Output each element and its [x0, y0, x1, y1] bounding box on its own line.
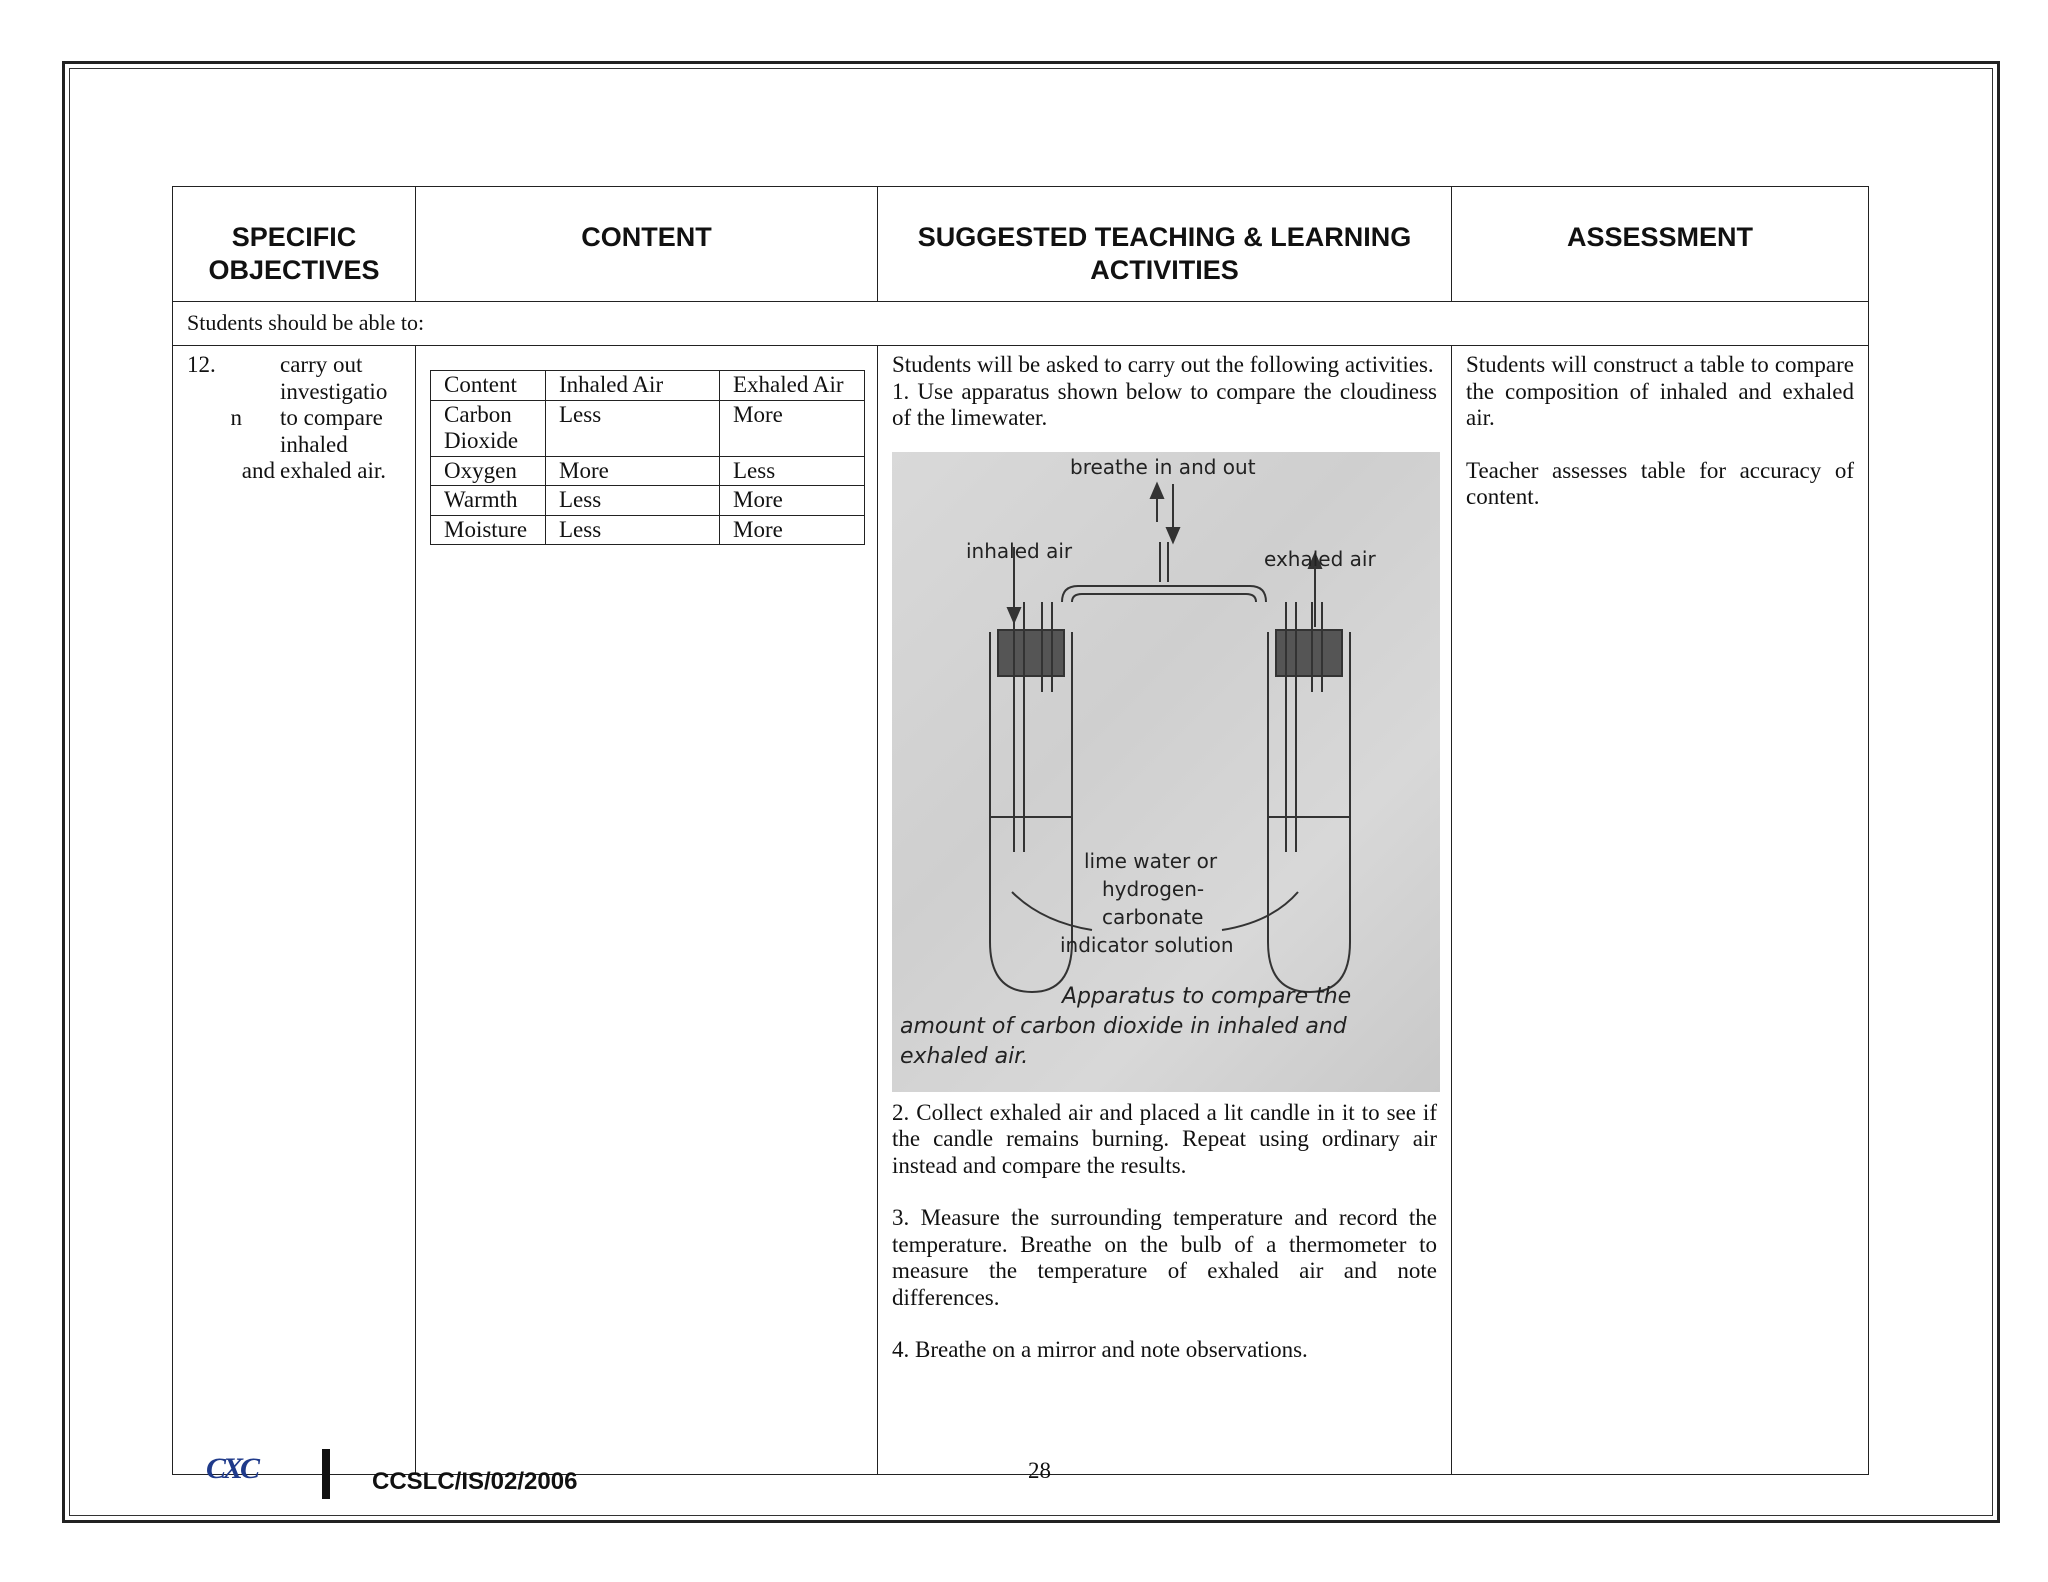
header-assessment: ASSESSMENT [1452, 187, 1869, 302]
content-cell [416, 346, 878, 1475]
assessment-p1: Students will construct a table to compare the composition of inhaled and exhaled air. [1466, 352, 1854, 430]
page-number: 28 [1028, 1458, 1051, 1483]
air-table-cell: Moisture [431, 515, 546, 545]
activities-cell [878, 346, 1452, 1475]
air-table-cell: More [720, 515, 865, 545]
students-note: Students should be able to: [173, 302, 1869, 346]
air-composition-table [430, 370, 865, 545]
air-table-cell: More [720, 400, 865, 456]
syllabus-table [172, 186, 1869, 1475]
label-solution-4: indicator solution [1060, 932, 1234, 957]
air-table-cell: More [720, 486, 865, 516]
header-objectives: SPECIFIC OBJECTIVES [173, 187, 416, 302]
objective-line-2: investigatio [280, 378, 388, 404]
activities-intro: Students will be asked to carry out the following activities. [892, 352, 1434, 377]
air-table-cell: Oxygen [431, 456, 546, 486]
air-table-cell: Carbon Dioxide [431, 400, 546, 456]
assessment-p2: Teacher assesses table for accuracy of content. [1466, 457, 1854, 509]
caption-line-2: amount of carbon dioxide in inhaled and [900, 1013, 1347, 1039]
air-table-head-inhaled: Inhaled Air [546, 371, 720, 401]
apparatus-figure [892, 452, 1440, 1092]
air-table-row [431, 456, 865, 486]
header-content: CONTENT [416, 187, 878, 302]
air-table-cell: Less [546, 515, 720, 545]
air-table-row [431, 486, 865, 516]
air-table-head-exhaled: Exhaled Air [720, 371, 865, 401]
activity-step-4: 4. Breathe on a mirror and note observations. [892, 1337, 1308, 1362]
activity-step-3: 3. Measure the surrounding temperature and record the temperature. Breathe on the bulb of a thermometer to measure the temperature of exhaled air and note differences. [892, 1205, 1437, 1310]
label-solution-2: hydrogen- [1102, 876, 1205, 901]
document-code: CCSLC/IS/02/2006 [372, 1468, 578, 1495]
objective-number: 12. [187, 352, 216, 377]
objective-cell [173, 346, 416, 1475]
objective-line-1: carry out [280, 352, 363, 377]
cxc-logo: CXC [206, 1452, 258, 1485]
objective-line-6: and [241, 458, 275, 483]
air-table-cell: Less [546, 400, 720, 456]
objective-line-5: inhaled [280, 431, 348, 457]
objective-line-7: exhaled air. [280, 458, 387, 483]
label-inhaled: inhaled air [966, 538, 1073, 563]
air-table-row [431, 400, 865, 456]
objective-row [173, 346, 1869, 1475]
air-table-header [431, 371, 865, 401]
label-solution-3: carbonate [1102, 904, 1204, 929]
students-note-row [173, 302, 1869, 346]
caption-line-3: exhaled air. [900, 1043, 1029, 1069]
air-table-cell: More [546, 456, 720, 486]
air-table-cell: Less [546, 486, 720, 516]
air-table-row [431, 515, 865, 545]
activity-step-2: 2. Collect exhaled air and placed a lit candle in it to see if the candle remains burning. Repeat using ordinary air instead and compare the results. [892, 1099, 1437, 1178]
header-activities: SUGGESTED TEACHING & LEARNING ACTIVITIES [878, 187, 1452, 302]
assessment-cell [1452, 346, 1869, 1475]
objective-line-3: n [230, 405, 242, 430]
caption-line-1: Apparatus to compare the [1062, 983, 1352, 1009]
air-table-cell: Warmth [431, 486, 546, 516]
air-table-cell: Less [720, 456, 865, 486]
footer-divider [322, 1449, 330, 1499]
header-row [173, 187, 1869, 302]
air-table-head-content: Content [431, 371, 546, 401]
label-solution-1: lime water or [1084, 848, 1218, 873]
label-exhaled: exhaled air [1264, 546, 1376, 571]
objective-line-4: to compare [280, 405, 383, 430]
label-breathe: breathe in and out [1070, 454, 1256, 479]
activity-step-1: 1. Use apparatus shown below to compare the cloudiness of the limewater. [892, 378, 1437, 430]
